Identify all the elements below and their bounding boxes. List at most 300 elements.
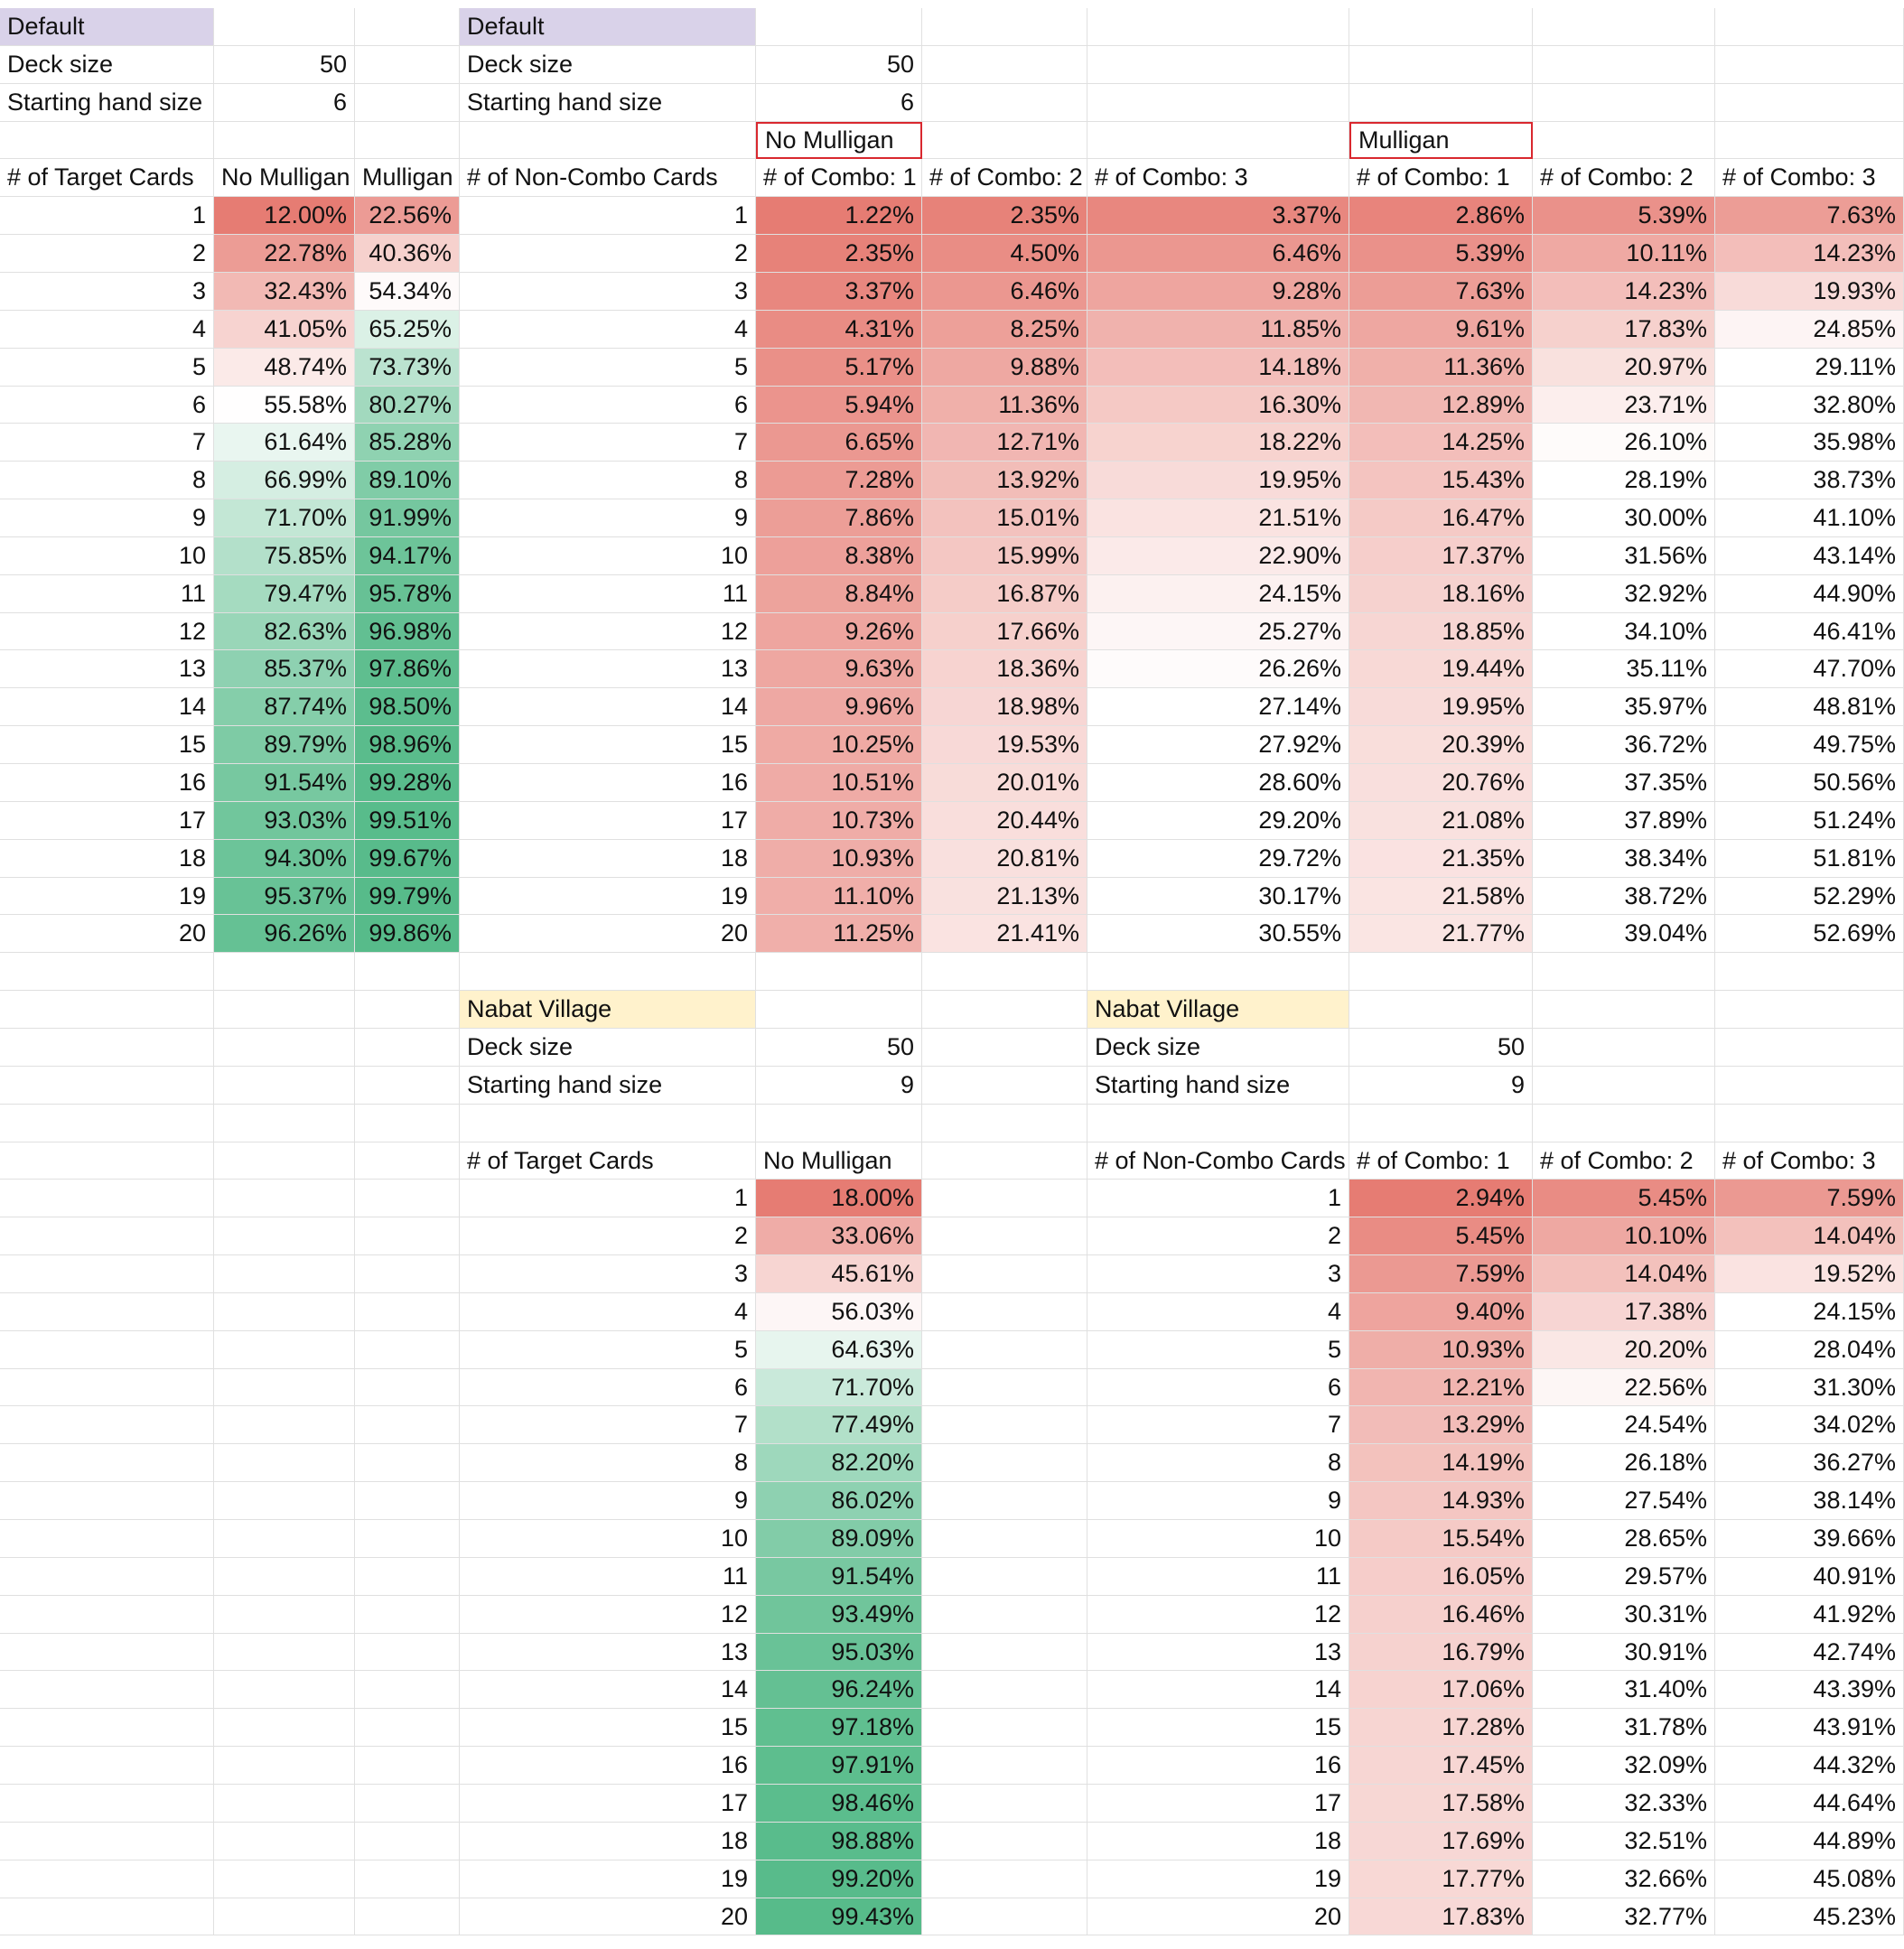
- row-number[interactable]: 8: [460, 1444, 756, 1482]
- grid-cell[interactable]: [355, 1029, 460, 1067]
- grid-cell[interactable]: [355, 1217, 460, 1255]
- grid-cell[interactable]: [214, 8, 355, 46]
- grid-cell[interactable]: [1533, 122, 1715, 159]
- row-number[interactable]: 16: [0, 764, 214, 802]
- percent-cell[interactable]: 48.74%: [214, 349, 355, 387]
- percent-cell[interactable]: 18.36%: [922, 650, 1087, 688]
- row-number[interactable]: 20: [1087, 1898, 1349, 1935]
- row-number[interactable]: 5: [1087, 1331, 1349, 1369]
- percent-cell[interactable]: 30.55%: [1087, 915, 1349, 953]
- percent-cell[interactable]: 7.59%: [1715, 1180, 1904, 1217]
- percent-cell[interactable]: 5.39%: [1533, 197, 1715, 235]
- grid-cell[interactable]: [1715, 46, 1904, 84]
- percent-cell[interactable]: 8.25%: [922, 311, 1087, 349]
- percent-cell[interactable]: 99.79%: [355, 878, 460, 915]
- grid-cell[interactable]: [214, 1293, 355, 1331]
- grid-cell[interactable]: [355, 46, 460, 84]
- grid-cell[interactable]: [0, 1747, 214, 1785]
- deck-size-value[interactable]: 50: [1349, 1029, 1533, 1067]
- block-title[interactable]: Default: [460, 8, 756, 46]
- row-number[interactable]: 6: [0, 387, 214, 424]
- percent-cell[interactable]: 21.51%: [1087, 499, 1349, 537]
- hand-size-label[interactable]: Starting hand size: [0, 84, 214, 122]
- grid-cell[interactable]: [756, 1105, 922, 1142]
- grid-cell[interactable]: [214, 1860, 355, 1898]
- percent-cell[interactable]: 96.98%: [355, 613, 460, 650]
- column-header[interactable]: Mulligan: [355, 159, 460, 197]
- percent-cell[interactable]: 21.35%: [1349, 840, 1533, 878]
- percent-cell[interactable]: 50.56%: [1715, 764, 1904, 802]
- percent-cell[interactable]: 14.19%: [1349, 1444, 1533, 1482]
- percent-cell[interactable]: 7.28%: [756, 462, 922, 499]
- row-number[interactable]: 11: [1087, 1558, 1349, 1596]
- grid-cell[interactable]: [0, 1634, 214, 1671]
- grid-cell[interactable]: [214, 1634, 355, 1671]
- row-number[interactable]: 6: [1087, 1369, 1349, 1406]
- grid-cell[interactable]: [214, 1029, 355, 1067]
- percent-cell[interactable]: 91.99%: [355, 499, 460, 537]
- grid-cell[interactable]: [0, 1067, 214, 1105]
- grid-cell[interactable]: [460, 953, 756, 991]
- grid-cell[interactable]: [1715, 8, 1904, 46]
- percent-cell[interactable]: 32.43%: [214, 273, 355, 311]
- grid-cell[interactable]: [355, 1406, 460, 1444]
- percent-cell[interactable]: 6.46%: [1087, 235, 1349, 273]
- percent-cell[interactable]: 17.58%: [1349, 1785, 1533, 1823]
- row-number[interactable]: 19: [460, 878, 756, 915]
- percent-cell[interactable]: 31.40%: [1533, 1671, 1715, 1709]
- grid-cell[interactable]: [1533, 1029, 1715, 1067]
- grid-cell[interactable]: [0, 1671, 214, 1709]
- hand-size-value[interactable]: 6: [214, 84, 355, 122]
- percent-cell[interactable]: 14.23%: [1715, 235, 1904, 273]
- percent-cell[interactable]: 2.35%: [922, 197, 1087, 235]
- percent-cell[interactable]: 27.54%: [1533, 1482, 1715, 1520]
- percent-cell[interactable]: 32.92%: [1533, 575, 1715, 613]
- percent-cell[interactable]: 10.11%: [1533, 235, 1715, 273]
- percent-cell[interactable]: 41.05%: [214, 311, 355, 349]
- grid-cell[interactable]: [0, 1217, 214, 1255]
- percent-cell[interactable]: 10.93%: [1349, 1331, 1533, 1369]
- percent-cell[interactable]: 32.80%: [1715, 387, 1904, 424]
- grid-cell[interactable]: [214, 1444, 355, 1482]
- percent-cell[interactable]: 11.36%: [922, 387, 1087, 424]
- grid-cell[interactable]: [1533, 991, 1715, 1029]
- grid-cell[interactable]: [0, 1029, 214, 1067]
- row-number[interactable]: 7: [0, 424, 214, 462]
- grid-cell[interactable]: [1715, 1105, 1904, 1142]
- column-header[interactable]: # of Combo: 3: [1715, 1142, 1904, 1180]
- percent-cell[interactable]: 20.81%: [922, 840, 1087, 878]
- percent-cell[interactable]: 14.18%: [1087, 349, 1349, 387]
- percent-cell[interactable]: 9.63%: [756, 650, 922, 688]
- grid-cell[interactable]: [355, 8, 460, 46]
- grid-cell[interactable]: [0, 991, 214, 1029]
- percent-cell[interactable]: 44.32%: [1715, 1747, 1904, 1785]
- row-number[interactable]: 18: [460, 840, 756, 878]
- row-number[interactable]: 10: [460, 537, 756, 575]
- percent-cell[interactable]: 64.63%: [756, 1331, 922, 1369]
- grid-cell[interactable]: [0, 1785, 214, 1823]
- percent-cell[interactable]: 7.86%: [756, 499, 922, 537]
- percent-cell[interactable]: 21.77%: [1349, 915, 1533, 953]
- grid-cell[interactable]: [214, 1747, 355, 1785]
- block-title[interactable]: Nabat Village: [460, 991, 756, 1029]
- column-header[interactable]: # of Combo: 2: [922, 159, 1087, 197]
- grid-cell[interactable]: [355, 1067, 460, 1105]
- percent-cell[interactable]: 13.29%: [1349, 1406, 1533, 1444]
- row-number[interactable]: 2: [460, 1217, 756, 1255]
- percent-cell[interactable]: 89.10%: [355, 462, 460, 499]
- grid-cell[interactable]: [1087, 122, 1349, 159]
- grid-cell[interactable]: [0, 1596, 214, 1634]
- percent-cell[interactable]: 12.71%: [922, 424, 1087, 462]
- percent-cell[interactable]: 19.44%: [1349, 650, 1533, 688]
- column-header[interactable]: No Mulligan: [756, 1142, 922, 1180]
- row-number[interactable]: 13: [460, 1634, 756, 1671]
- percent-cell[interactable]: 28.65%: [1533, 1520, 1715, 1558]
- grid-cell[interactable]: [1533, 46, 1715, 84]
- percent-cell[interactable]: 28.60%: [1087, 764, 1349, 802]
- grid-cell[interactable]: [922, 1482, 1087, 1520]
- row-number[interactable]: 3: [0, 273, 214, 311]
- grid-cell[interactable]: [214, 1898, 355, 1935]
- percent-cell[interactable]: 91.54%: [214, 764, 355, 802]
- row-number[interactable]: 8: [460, 462, 756, 499]
- grid-cell[interactable]: [922, 1860, 1087, 1898]
- grid-cell[interactable]: [214, 1520, 355, 1558]
- percent-cell[interactable]: 15.01%: [922, 499, 1087, 537]
- grid-cell[interactable]: [355, 1482, 460, 1520]
- percent-cell[interactable]: 75.85%: [214, 537, 355, 575]
- percent-cell[interactable]: 11.85%: [1087, 311, 1349, 349]
- grid-cell[interactable]: [922, 1180, 1087, 1217]
- grid-cell[interactable]: [214, 1180, 355, 1217]
- percent-cell[interactable]: 20.39%: [1349, 726, 1533, 764]
- row-number[interactable]: 17: [1087, 1785, 1349, 1823]
- percent-cell[interactable]: 14.25%: [1349, 424, 1533, 462]
- percent-cell[interactable]: 22.56%: [1533, 1369, 1715, 1406]
- row-number[interactable]: 4: [0, 311, 214, 349]
- percent-cell[interactable]: 97.86%: [355, 650, 460, 688]
- percent-cell[interactable]: 15.43%: [1349, 462, 1533, 499]
- grid-cell[interactable]: [214, 1709, 355, 1747]
- row-number[interactable]: 16: [460, 764, 756, 802]
- grid-cell[interactable]: [1349, 1105, 1533, 1142]
- row-number[interactable]: 3: [460, 273, 756, 311]
- percent-cell[interactable]: 19.95%: [1087, 462, 1349, 499]
- grid-cell[interactable]: [922, 1596, 1087, 1634]
- hand-size-label[interactable]: Starting hand size: [1087, 1067, 1349, 1105]
- percent-cell[interactable]: 24.54%: [1533, 1406, 1715, 1444]
- percent-cell[interactable]: 21.13%: [922, 878, 1087, 915]
- grid-cell[interactable]: [214, 991, 355, 1029]
- percent-cell[interactable]: 89.09%: [756, 1520, 922, 1558]
- percent-cell[interactable]: 13.92%: [922, 462, 1087, 499]
- row-number[interactable]: 20: [460, 915, 756, 953]
- percent-cell[interactable]: 9.28%: [1087, 273, 1349, 311]
- percent-cell[interactable]: 66.99%: [214, 462, 355, 499]
- grid-cell[interactable]: [214, 1558, 355, 1596]
- percent-cell[interactable]: 40.91%: [1715, 1558, 1904, 1596]
- percent-cell[interactable]: 29.20%: [1087, 802, 1349, 840]
- grid-cell[interactable]: [0, 1823, 214, 1860]
- row-number[interactable]: 4: [460, 1293, 756, 1331]
- percent-cell[interactable]: 34.02%: [1715, 1406, 1904, 1444]
- row-number[interactable]: 4: [1087, 1293, 1349, 1331]
- percent-cell[interactable]: 17.66%: [922, 613, 1087, 650]
- grid-cell[interactable]: [922, 1634, 1087, 1671]
- percent-cell[interactable]: 8.38%: [756, 537, 922, 575]
- percent-cell[interactable]: 32.33%: [1533, 1785, 1715, 1823]
- percent-cell[interactable]: 14.93%: [1349, 1482, 1533, 1520]
- grid-cell[interactable]: [0, 1369, 214, 1406]
- column-header[interactable]: # of Combo: 3: [1715, 159, 1904, 197]
- percent-cell[interactable]: 7.63%: [1349, 273, 1533, 311]
- deck-size-value[interactable]: 50: [756, 46, 922, 84]
- row-number[interactable]: 19: [0, 878, 214, 915]
- percent-cell[interactable]: 24.15%: [1087, 575, 1349, 613]
- percent-cell[interactable]: 94.30%: [214, 840, 355, 878]
- percent-cell[interactable]: 47.70%: [1715, 650, 1904, 688]
- row-number[interactable]: 19: [1087, 1860, 1349, 1898]
- grid-cell[interactable]: [922, 1142, 1087, 1180]
- row-number[interactable]: 8: [1087, 1444, 1349, 1482]
- row-number[interactable]: 12: [460, 613, 756, 650]
- grid-cell[interactable]: [0, 122, 214, 159]
- row-number[interactable]: 7: [1087, 1406, 1349, 1444]
- percent-cell[interactable]: 77.49%: [756, 1406, 922, 1444]
- percent-cell[interactable]: 85.37%: [214, 650, 355, 688]
- grid-cell[interactable]: [355, 1444, 460, 1482]
- grid-cell[interactable]: [1715, 84, 1904, 122]
- row-number[interactable]: 2: [0, 235, 214, 273]
- grid-cell[interactable]: [1087, 84, 1349, 122]
- grid-cell[interactable]: [355, 1823, 460, 1860]
- row-number[interactable]: 15: [460, 726, 756, 764]
- percent-cell[interactable]: 36.72%: [1533, 726, 1715, 764]
- grid-cell[interactable]: [922, 1747, 1087, 1785]
- row-number[interactable]: 6: [460, 387, 756, 424]
- grid-cell[interactable]: [355, 1709, 460, 1747]
- percent-cell[interactable]: 30.17%: [1087, 878, 1349, 915]
- percent-cell[interactable]: 31.56%: [1533, 537, 1715, 575]
- row-number[interactable]: 6: [460, 1369, 756, 1406]
- no-mulligan-label[interactable]: No Mulligan: [756, 122, 922, 159]
- percent-cell[interactable]: 39.66%: [1715, 1520, 1904, 1558]
- percent-cell[interactable]: 29.11%: [1715, 349, 1904, 387]
- percent-cell[interactable]: 98.96%: [355, 726, 460, 764]
- percent-cell[interactable]: 73.73%: [355, 349, 460, 387]
- row-number[interactable]: 9: [460, 499, 756, 537]
- percent-cell[interactable]: 17.38%: [1533, 1293, 1715, 1331]
- grid-cell[interactable]: [1349, 8, 1533, 46]
- percent-cell[interactable]: 41.10%: [1715, 499, 1904, 537]
- row-number[interactable]: 3: [1087, 1255, 1349, 1293]
- hand-size-label[interactable]: Starting hand size: [460, 84, 756, 122]
- grid-cell[interactable]: [922, 8, 1087, 46]
- grid-cell[interactable]: [1087, 1105, 1349, 1142]
- percent-cell[interactable]: 26.18%: [1533, 1444, 1715, 1482]
- grid-cell[interactable]: [922, 46, 1087, 84]
- grid-cell[interactable]: [922, 1785, 1087, 1823]
- percent-cell[interactable]: 43.39%: [1715, 1671, 1904, 1709]
- percent-cell[interactable]: 9.61%: [1349, 311, 1533, 349]
- grid-cell[interactable]: [1349, 991, 1533, 1029]
- row-number[interactable]: 5: [460, 1331, 756, 1369]
- percent-cell[interactable]: 16.79%: [1349, 1634, 1533, 1671]
- row-number[interactable]: 12: [0, 613, 214, 650]
- percent-cell[interactable]: 44.90%: [1715, 575, 1904, 613]
- percent-cell[interactable]: 5.17%: [756, 349, 922, 387]
- percent-cell[interactable]: 95.37%: [214, 878, 355, 915]
- grid-cell[interactable]: [922, 1255, 1087, 1293]
- grid-cell[interactable]: [460, 1105, 756, 1142]
- percent-cell[interactable]: 18.85%: [1349, 613, 1533, 650]
- percent-cell[interactable]: 30.91%: [1533, 1634, 1715, 1671]
- percent-cell[interactable]: 33.06%: [756, 1217, 922, 1255]
- percent-cell[interactable]: 55.58%: [214, 387, 355, 424]
- percent-cell[interactable]: 9.96%: [756, 688, 922, 726]
- grid-cell[interactable]: [214, 953, 355, 991]
- percent-cell[interactable]: 14.04%: [1715, 1217, 1904, 1255]
- row-number[interactable]: 18: [0, 840, 214, 878]
- grid-cell[interactable]: [1533, 1105, 1715, 1142]
- grid-cell[interactable]: [355, 991, 460, 1029]
- row-number[interactable]: 15: [1087, 1709, 1349, 1747]
- percent-cell[interactable]: 95.03%: [756, 1634, 922, 1671]
- row-number[interactable]: 11: [0, 575, 214, 613]
- percent-cell[interactable]: 28.04%: [1715, 1331, 1904, 1369]
- percent-cell[interactable]: 7.59%: [1349, 1255, 1533, 1293]
- grid-cell[interactable]: [922, 953, 1087, 991]
- grid-cell[interactable]: [922, 1029, 1087, 1067]
- percent-cell[interactable]: 80.27%: [355, 387, 460, 424]
- percent-cell[interactable]: 45.61%: [756, 1255, 922, 1293]
- grid-cell[interactable]: [922, 1217, 1087, 1255]
- percent-cell[interactable]: 96.26%: [214, 915, 355, 953]
- row-number[interactable]: 1: [1087, 1180, 1349, 1217]
- row-number[interactable]: 11: [460, 575, 756, 613]
- percent-cell[interactable]: 8.84%: [756, 575, 922, 613]
- grid-cell[interactable]: [355, 1860, 460, 1898]
- percent-cell[interactable]: 96.24%: [756, 1671, 922, 1709]
- grid-cell[interactable]: [355, 1785, 460, 1823]
- percent-cell[interactable]: 21.08%: [1349, 802, 1533, 840]
- grid-cell[interactable]: [214, 122, 355, 159]
- grid-cell[interactable]: [355, 1105, 460, 1142]
- percent-cell[interactable]: 19.93%: [1715, 273, 1904, 311]
- hand-size-value[interactable]: 9: [1349, 1067, 1533, 1105]
- grid-cell[interactable]: [355, 1142, 460, 1180]
- grid-cell[interactable]: [1349, 46, 1533, 84]
- percent-cell[interactable]: 24.85%: [1715, 311, 1904, 349]
- grid-cell[interactable]: [214, 1142, 355, 1180]
- grid-cell[interactable]: [0, 1255, 214, 1293]
- percent-cell[interactable]: 17.45%: [1349, 1747, 1533, 1785]
- grid-cell[interactable]: [756, 8, 922, 46]
- percent-cell[interactable]: 43.14%: [1715, 537, 1904, 575]
- column-header[interactable]: # of Combo: 1: [1349, 159, 1533, 197]
- percent-cell[interactable]: 19.95%: [1349, 688, 1533, 726]
- percent-cell[interactable]: 11.36%: [1349, 349, 1533, 387]
- percent-cell[interactable]: 38.34%: [1533, 840, 1715, 878]
- percent-cell[interactable]: 99.86%: [355, 915, 460, 953]
- grid-cell[interactable]: [922, 1823, 1087, 1860]
- grid-cell[interactable]: [214, 1823, 355, 1860]
- percent-cell[interactable]: 32.77%: [1533, 1898, 1715, 1935]
- grid-cell[interactable]: [922, 1898, 1087, 1935]
- percent-cell[interactable]: 2.86%: [1349, 197, 1533, 235]
- percent-cell[interactable]: 26.26%: [1087, 650, 1349, 688]
- column-header[interactable]: # of Combo: 2: [1533, 159, 1715, 197]
- grid-cell[interactable]: [922, 1369, 1087, 1406]
- percent-cell[interactable]: 10.93%: [756, 840, 922, 878]
- percent-cell[interactable]: 41.92%: [1715, 1596, 1904, 1634]
- row-header[interactable]: # of Non-Combo Cards: [1087, 1142, 1349, 1180]
- percent-cell[interactable]: 45.08%: [1715, 1860, 1904, 1898]
- percent-cell[interactable]: 46.41%: [1715, 613, 1904, 650]
- row-number[interactable]: 18: [460, 1823, 756, 1860]
- percent-cell[interactable]: 98.50%: [355, 688, 460, 726]
- grid-cell[interactable]: [0, 1331, 214, 1369]
- percent-cell[interactable]: 18.00%: [756, 1180, 922, 1217]
- grid-cell[interactable]: [214, 1369, 355, 1406]
- percent-cell[interactable]: 20.76%: [1349, 764, 1533, 802]
- deck-size-label[interactable]: Deck size: [0, 46, 214, 84]
- percent-cell[interactable]: 5.45%: [1349, 1217, 1533, 1255]
- row-number[interactable]: 16: [460, 1747, 756, 1785]
- row-number[interactable]: 2: [460, 235, 756, 273]
- percent-cell[interactable]: 17.69%: [1349, 1823, 1533, 1860]
- percent-cell[interactable]: 98.88%: [756, 1823, 922, 1860]
- percent-cell[interactable]: 10.73%: [756, 802, 922, 840]
- percent-cell[interactable]: 10.51%: [756, 764, 922, 802]
- grid-cell[interactable]: [355, 953, 460, 991]
- grid-cell[interactable]: [214, 1331, 355, 1369]
- percent-cell[interactable]: 18.98%: [922, 688, 1087, 726]
- grid-cell[interactable]: [355, 1293, 460, 1331]
- percent-cell[interactable]: 27.92%: [1087, 726, 1349, 764]
- percent-cell[interactable]: 19.52%: [1715, 1255, 1904, 1293]
- percent-cell[interactable]: 10.10%: [1533, 1217, 1715, 1255]
- grid-cell[interactable]: [922, 991, 1087, 1029]
- row-number[interactable]: 3: [460, 1255, 756, 1293]
- hand-size-value[interactable]: 6: [756, 84, 922, 122]
- row-number[interactable]: 14: [0, 688, 214, 726]
- grid-cell[interactable]: [922, 1331, 1087, 1369]
- grid-cell[interactable]: [922, 1558, 1087, 1596]
- percent-cell[interactable]: 5.45%: [1533, 1180, 1715, 1217]
- grid-cell[interactable]: [0, 1860, 214, 1898]
- column-header[interactable]: # of Combo: 2: [1533, 1142, 1715, 1180]
- percent-cell[interactable]: 4.50%: [922, 235, 1087, 273]
- percent-cell[interactable]: 32.51%: [1533, 1823, 1715, 1860]
- percent-cell[interactable]: 79.47%: [214, 575, 355, 613]
- row-number[interactable]: 13: [0, 650, 214, 688]
- percent-cell[interactable]: 45.23%: [1715, 1898, 1904, 1935]
- percent-cell[interactable]: 16.47%: [1349, 499, 1533, 537]
- grid-cell[interactable]: [355, 1255, 460, 1293]
- percent-cell[interactable]: 97.91%: [756, 1747, 922, 1785]
- percent-cell[interactable]: 93.03%: [214, 802, 355, 840]
- percent-cell[interactable]: 14.23%: [1533, 273, 1715, 311]
- grid-cell[interactable]: [922, 122, 1087, 159]
- percent-cell[interactable]: 52.69%: [1715, 915, 1904, 953]
- row-number[interactable]: 4: [460, 311, 756, 349]
- percent-cell[interactable]: 3.37%: [756, 273, 922, 311]
- percent-cell[interactable]: 11.10%: [756, 878, 922, 915]
